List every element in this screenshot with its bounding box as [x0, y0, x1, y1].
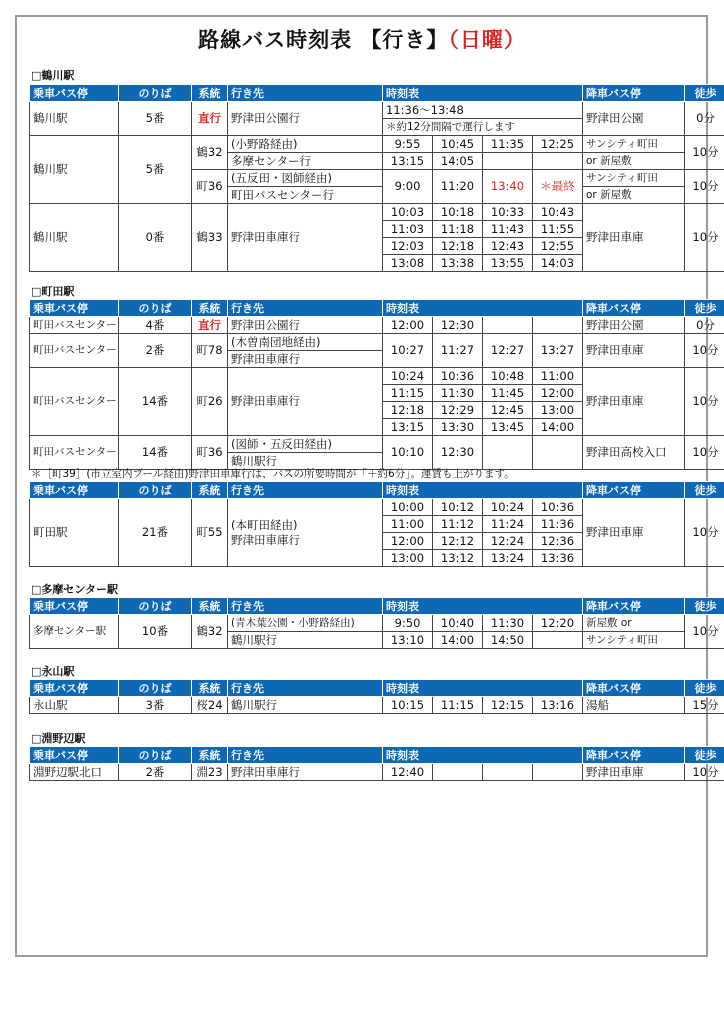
- header-dest: 行き先: [228, 85, 383, 102]
- cell-alight: 野津田車庫: [583, 334, 685, 368]
- table-header: [30, 680, 724, 697]
- cell-time: 11:00: [383, 516, 433, 533]
- table-header: [30, 598, 724, 615]
- table-row: [30, 615, 724, 632]
- cell-time: 10:45: [433, 136, 483, 153]
- cell-dest-group: [228, 499, 383, 567]
- cell-platform: 4番: [119, 317, 192, 334]
- cell-time: 13:00: [383, 550, 433, 567]
- cell-route: 町55: [192, 499, 228, 567]
- section-nagayama: □永山駅: [31, 665, 75, 678]
- header-route: 系統: [192, 85, 228, 102]
- header-stop: 乗車バス停: [30, 680, 119, 697]
- cell-time: 13:45: [483, 419, 533, 436]
- cell-time: 10:36: [533, 499, 583, 516]
- cell-route: 淵23: [192, 764, 228, 781]
- machida-note: ＊［町39］(市立室内プール経由)野津田車庫行は、バスの所要時間が「＋約6分」。運賃も上がります。: [31, 468, 515, 480]
- cell-time: [533, 317, 583, 334]
- cell-dest: 野津田車庫行: [228, 764, 383, 781]
- cell-time: [533, 764, 583, 781]
- cell-time: 10:10: [383, 436, 433, 470]
- cell-time: 11:55: [533, 221, 583, 238]
- cell-time: 11:15: [383, 385, 433, 402]
- cell-time: 12:00: [383, 533, 433, 550]
- cell-dest: 野津田公園行: [228, 102, 383, 136]
- cell-alight: 野津田高校入口: [583, 436, 685, 470]
- cell-time: [533, 632, 583, 649]
- cell-route: 町26: [192, 368, 228, 436]
- cell-time: 12:55: [533, 238, 583, 255]
- cell-alight: サンシティ町田: [583, 632, 685, 649]
- cell-walk: 10分: [685, 436, 724, 470]
- cell-time: 11:30: [483, 615, 533, 632]
- cell-platform: 14番: [119, 368, 192, 436]
- cell-walk: 10分: [685, 136, 724, 170]
- cell-stop: 淵野辺駅北口: [30, 764, 119, 781]
- header-walk: 徒歩: [685, 680, 724, 697]
- cell-time: [483, 317, 533, 334]
- cell-time: 10:15: [383, 697, 433, 714]
- cell-walk: 15分: [685, 697, 724, 714]
- table-header: [30, 300, 724, 317]
- cell-time: 12:12: [433, 533, 483, 550]
- cell-time: 13:27: [533, 334, 583, 368]
- cell-time: 10:24: [383, 368, 433, 385]
- header-timetable: 時刻表: [383, 482, 583, 499]
- cell-time: 12:15: [483, 697, 533, 714]
- cell-alight: 野津田車庫: [583, 764, 685, 781]
- table-tama: [29, 597, 724, 649]
- cell-stop: 町田バスセンター: [30, 317, 119, 334]
- table-header: [30, 85, 724, 102]
- header-route: 系統: [192, 747, 228, 764]
- header-alight: 降車バス停: [583, 747, 685, 764]
- cell-time: 14:00: [533, 419, 583, 436]
- table-row: [30, 317, 724, 334]
- cell-stop: 鶴川駅: [30, 204, 119, 272]
- cell-time: [433, 764, 483, 781]
- cell-time: 13:00: [533, 402, 583, 419]
- cell-time: 12:00: [383, 317, 433, 334]
- cell-dest-via: (本町田経由): [231, 517, 298, 532]
- cell-route: 町78: [192, 334, 228, 368]
- title-day: （日曜）: [448, 28, 526, 52]
- header-walk: 徒歩: [685, 598, 724, 615]
- header-alight: 降車バス停: [583, 300, 685, 317]
- table-nagayama: [29, 679, 724, 714]
- page-title: [0, 24, 724, 54]
- cell-time: 11:20: [433, 170, 483, 204]
- cell-dest-via: (小野路経由): [228, 136, 383, 153]
- cell-platform: 2番: [119, 764, 192, 781]
- cell-time: [533, 153, 583, 170]
- cell-alight: 野津田公園: [583, 317, 685, 334]
- header-dest: 行き先: [228, 747, 383, 764]
- cell-time: 10:12: [433, 499, 483, 516]
- cell-time: 13:16: [533, 697, 583, 714]
- header-alight: 降車バス停: [583, 680, 685, 697]
- cell-time: 12:18: [383, 402, 433, 419]
- table-row: [30, 334, 724, 351]
- table-header: [30, 482, 724, 499]
- cell-walk: 0分: [685, 102, 724, 136]
- cell-stop: 多摩センター駅: [30, 615, 119, 649]
- cell-dest: 町田バスセンター行: [228, 187, 383, 204]
- cell-alight: サンシティ町田: [583, 136, 685, 153]
- cell-time: [533, 436, 583, 470]
- cell-alight: or 新屋敷: [583, 187, 685, 204]
- header-timetable: 時刻表: [383, 680, 583, 697]
- cell-walk: 10分: [685, 368, 724, 436]
- cell-time: 14:05: [433, 153, 483, 170]
- cell-time: 12:25: [533, 136, 583, 153]
- cell-platform: 21番: [119, 499, 192, 567]
- cell-route: 鶴32: [192, 136, 228, 170]
- cell-platform: 14番: [119, 436, 192, 470]
- cell-walk: 0分: [685, 317, 724, 334]
- cell-time: 10:33: [483, 204, 533, 221]
- cell-alight: or 新屋敷: [583, 153, 685, 170]
- table-machida-station: [29, 481, 724, 567]
- cell-time: 12:27: [483, 334, 533, 368]
- cell-time: 10:18: [433, 204, 483, 221]
- cell-time: 11:15: [433, 697, 483, 714]
- cell-time: 11:45: [483, 385, 533, 402]
- header-route: 系統: [192, 680, 228, 697]
- cell-time: 12:03: [383, 238, 433, 255]
- cell-time: 11:43: [483, 221, 533, 238]
- cell-dest: 鶴川駅行: [228, 453, 383, 470]
- cell-time: 11:00: [533, 368, 583, 385]
- header-stop: 乗車バス停: [30, 482, 119, 499]
- cell-walk: 10分: [685, 204, 724, 272]
- cell-time: 13:12: [433, 550, 483, 567]
- cell-stop: 町田駅: [30, 499, 119, 567]
- header-timetable: 時刻表: [383, 300, 583, 317]
- cell-time: 11:03: [383, 221, 433, 238]
- header-route: 系統: [192, 482, 228, 499]
- cell-time: 11:36: [533, 516, 583, 533]
- cell-time: 13:08: [383, 255, 433, 272]
- header-platform: のりば: [119, 85, 192, 102]
- header-walk: 徒歩: [685, 482, 724, 499]
- header-timetable: 時刻表: [383, 747, 583, 764]
- cell-time: 12:36: [533, 533, 583, 550]
- cell-time: 13:36: [533, 550, 583, 567]
- cell-time: 10:43: [533, 204, 583, 221]
- header-stop: 乗車バス停: [30, 300, 119, 317]
- header-platform: のりば: [119, 747, 192, 764]
- cell-interval-note: ＊約12分間隔で運行します: [383, 119, 583, 136]
- header-timetable: 時刻表: [383, 598, 583, 615]
- cell-time: 14:00: [433, 632, 483, 649]
- cell-dest: 野津田車庫行: [228, 368, 383, 436]
- cell-route: 桜24: [192, 697, 228, 714]
- header-route: 系統: [192, 598, 228, 615]
- header-platform: のりば: [119, 598, 192, 615]
- header-walk: 徒歩: [685, 85, 724, 102]
- cell-time: 12:18: [433, 238, 483, 255]
- cell-walk: 10分: [685, 615, 724, 649]
- cell-time: 10:36: [433, 368, 483, 385]
- header-dest: 行き先: [228, 482, 383, 499]
- section-fuchinobe: □淵野辺駅: [31, 732, 86, 745]
- cell-dest: 多摩センター行: [228, 153, 383, 170]
- table-tsurukawa: [29, 84, 724, 272]
- cell-dest: 鶴川駅行: [228, 632, 383, 649]
- header-platform: のりば: [119, 482, 192, 499]
- cell-dest: 野津田公園行: [228, 317, 383, 334]
- cell-time: 11:30: [433, 385, 483, 402]
- cell-time: 13:24: [483, 550, 533, 567]
- header-dest: 行き先: [228, 300, 383, 317]
- cell-dest-via: (木曽南団地経由): [228, 334, 383, 351]
- header-stop: 乗車バス停: [30, 598, 119, 615]
- cell-time: 12:30: [433, 436, 483, 470]
- cell-route: 鶴33: [192, 204, 228, 272]
- cell-time: 13:15: [383, 419, 433, 436]
- header-alight: 降車バス停: [583, 85, 685, 102]
- cell-dest: 鶴川駅行: [228, 697, 383, 714]
- cell-stop: 町田バスセンター: [30, 368, 119, 436]
- header-platform: のりば: [119, 300, 192, 317]
- cell-walk: 10分: [685, 764, 724, 781]
- cell-time: 12:00: [533, 385, 583, 402]
- cell-alight: 野津田車庫: [583, 204, 685, 272]
- table-row: [30, 697, 724, 714]
- cell-time: 11:24: [483, 516, 533, 533]
- cell-stop: 鶴川駅: [30, 136, 119, 204]
- cell-time: 12:45: [483, 402, 533, 419]
- cell-stop: 町田バスセンター: [30, 334, 119, 368]
- header-alight: 降車バス停: [583, 598, 685, 615]
- cell-time: [483, 153, 533, 170]
- table-row: [30, 368, 724, 385]
- cell-dest: 野津田車庫行: [228, 204, 383, 272]
- section-tama: □多摩センター駅: [31, 583, 118, 596]
- cell-time: [483, 764, 533, 781]
- cell-time: 10:27: [383, 334, 433, 368]
- cell-alight: 新屋敷 or: [583, 615, 685, 632]
- section-machida: □町田駅: [31, 285, 75, 298]
- cell-platform: 2番: [119, 334, 192, 368]
- cell-time: 12:30: [433, 317, 483, 334]
- table-header: [30, 747, 724, 764]
- cell-time: 10:03: [383, 204, 433, 221]
- table-row: [30, 764, 724, 781]
- cell-time: 9:50: [383, 615, 433, 632]
- cell-time: 12:40: [383, 764, 433, 781]
- cell-walk: 10分: [685, 499, 724, 567]
- cell-time: 13:30: [433, 419, 483, 436]
- cell-alight: サンシティ町田: [583, 170, 685, 187]
- cell-alight: 野津田公園: [583, 102, 685, 136]
- cell-platform: 5番: [119, 102, 192, 136]
- cell-route: 直行: [192, 317, 228, 334]
- cell-time: 12:43: [483, 238, 533, 255]
- cell-time: [483, 436, 533, 470]
- cell-platform: 5番: [119, 136, 192, 204]
- cell-time: 14:50: [483, 632, 533, 649]
- cell-time: 10:40: [433, 615, 483, 632]
- section-tsurukawa: □鶴川駅: [31, 69, 75, 82]
- cell-time: 10:24: [483, 499, 533, 516]
- table-row: [30, 499, 724, 516]
- cell-route: 町36: [192, 436, 228, 470]
- cell-platform: 10番: [119, 615, 192, 649]
- header-stop: 乗車バス停: [30, 85, 119, 102]
- table-fuchinobe: [29, 746, 724, 781]
- cell-stop: 鶴川駅: [30, 102, 119, 136]
- title-main: 路線バス時刻表 【行き】: [198, 28, 449, 52]
- cell-dest-via: (図師・五反田経由): [228, 436, 383, 453]
- cell-time: 13:10: [383, 632, 433, 649]
- cell-time-range: 11:36～13:48: [383, 102, 583, 119]
- cell-time: 12:20: [533, 615, 583, 632]
- cell-route: 直行: [192, 102, 228, 136]
- cell-time: 9:55: [383, 136, 433, 153]
- header-platform: のりば: [119, 680, 192, 697]
- cell-stop: 永山駅: [30, 697, 119, 714]
- cell-dest-via: (青木葉公園・小野路経由): [228, 615, 383, 632]
- cell-time: 13:55: [483, 255, 533, 272]
- header-dest: 行き先: [228, 598, 383, 615]
- table-row: [30, 204, 724, 221]
- cell-alight: 野津田車庫: [583, 368, 685, 436]
- cell-route: 町36: [192, 170, 228, 204]
- cell-time: 12:29: [433, 402, 483, 419]
- cell-platform: 3番: [119, 697, 192, 714]
- table-machida: [29, 299, 724, 470]
- cell-dest-via: (五反田・図師経由): [228, 170, 383, 187]
- cell-time: 11:12: [433, 516, 483, 533]
- cell-dest: 野津田車庫行: [228, 351, 383, 368]
- cell-time: 14:03: [533, 255, 583, 272]
- cell-walk: 10分: [685, 170, 724, 204]
- cell-dest: 野津田車庫行: [231, 532, 300, 547]
- cell-time: 11:35: [483, 136, 533, 153]
- cell-walk: 10分: [685, 334, 724, 368]
- cell-time: 10:48: [483, 368, 533, 385]
- cell-alight: 野津田車庫: [583, 499, 685, 567]
- cell-time: 11:27: [433, 334, 483, 368]
- cell-time: 9:00: [383, 170, 433, 204]
- header-walk: 徒歩: [685, 747, 724, 764]
- cell-stop: 町田バスセンター: [30, 436, 119, 470]
- cell-time: 10:00: [383, 499, 433, 516]
- cell-route: 鶴32: [192, 615, 228, 649]
- header-route: 系統: [192, 300, 228, 317]
- cell-last-bus: ＊最終: [533, 170, 583, 204]
- table-row: [30, 136, 724, 153]
- table-row: [30, 436, 724, 453]
- cell-time: 13:15: [383, 153, 433, 170]
- cell-alight: 湯船: [583, 697, 685, 714]
- header-dest: 行き先: [228, 680, 383, 697]
- cell-time: 12:24: [483, 533, 533, 550]
- cell-platform: 0番: [119, 204, 192, 272]
- cell-time: 11:18: [433, 221, 483, 238]
- header-alight: 降車バス停: [583, 482, 685, 499]
- header-timetable: 時刻表: [383, 85, 583, 102]
- header-walk: 徒歩: [685, 300, 724, 317]
- header-stop: 乗車バス停: [30, 747, 119, 764]
- table-row: [30, 102, 724, 119]
- cell-time: 13:40: [483, 170, 533, 204]
- cell-time: 13:38: [433, 255, 483, 272]
